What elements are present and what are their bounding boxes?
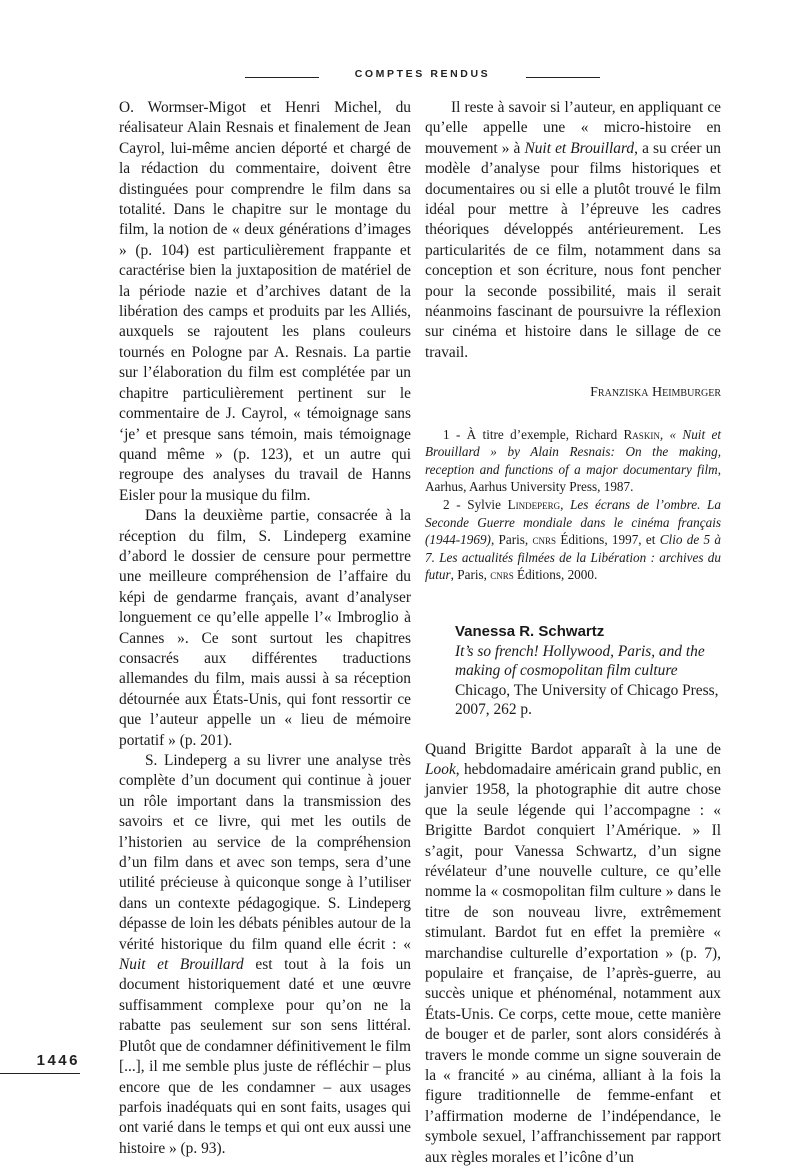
book-title: Clio de 5 à 7. Les actualités filmées de la Libération : archives du futur (425, 532, 722, 583)
text-run: , Paris, (450, 567, 491, 583)
text-run: , hebdomadaire américain grand public, en janvier 1958, la photographie dit autre chose que la seule légende qui l’accompagne : « Brigitte Bardot conquiert l’Amérique. » Il s’agit, pour Vanessa Schwartz, d’un signe révélateur d’une nouvelle culture, ce qu’elle nomme la « cosmopolitan film culture » dans le titre de son nouveau livre, extrêmement stimulant. Bardot fut en effet la première « marchandise culturelle d’exportation » (p. 7), populaire et française, de l’après-guerre, au succès unique et phénoménal, notamment aux États-Unis. Ce corps, cette moue, cette manière de bouger et de parler, sont alors considérés à travers le monde comme un signe souverain de la « francité » au cinéma, alliant à la fois la figure traditionnelle de femme-enfant et l’affirmation moderne de l’indépendance, le symbole sexuel, l’affranchissement par rapport aux règles morales et l’icône d’un (425, 760, 721, 1166)
text-run: , Aarhus, Aarhus University Press, 1987. (425, 461, 721, 495)
film-title: Nuit et Brouillard (524, 139, 635, 157)
review-publication: Chicago, The University of Chicago Press, 2007, 262 p. (455, 681, 719, 719)
publisher-abbrev: cnrs (532, 532, 557, 548)
page-number-rule (0, 1073, 80, 1074)
review-body (425, 740, 721, 1168)
paragraph (425, 98, 721, 363)
text-run: Éditions, 1997, et (556, 532, 660, 548)
author-name: Lindeperg (507, 497, 561, 513)
footnote-1 (425, 426, 721, 496)
paragraph (119, 751, 411, 1159)
review-book-title (455, 642, 721, 681)
footnotes (425, 426, 721, 584)
review-author: Vanessa R. Schwartz (455, 623, 605, 641)
header-rule-right (526, 77, 600, 78)
book-title: , Les écrans de l’ombre. La Seconde Guerre mondiale dans le cinéma français (1944-1969) (425, 497, 721, 548)
text-run: 2 - Sylvie (443, 497, 508, 513)
page-number: 1446 (36, 1052, 80, 1069)
book-title: It’s so french! Hollywood, Paris, and the making of cosmopolitan film culture (455, 642, 705, 680)
text-run: 1 - À titre d’exemple, Richard (443, 426, 624, 442)
text-run: est tout à la fois un document historiquement daté et une œuvre suffisamment complexe pour qu’on ne la rabatte pas seulement sur son sens littéral. Plutôt que de condamner définitivement le film [...], il me semble plus juste de réfléchir – plus encore que de les condamner – aux usages parfois inadéquats qui en sont faits, usages qui ont varié dans le temps et qui ont eux aussi une histoire » (p. 93). (119, 956, 411, 1157)
paragraph: O. Wormser-Migot et Henri Michel, du réalisateur Alain Resnais et finalement de Jean Cayrol, lui-même ancien déporté et chargé de la rédaction du commentaire, doivent être distinguées pour comprendre le film dans sa totalité. Dans le chapitre sur le montage du film, la notion de « deux générations d’images » (p. 104) est particulièrement frappante et caractérise bien la juxtaposition de matériel de la période nazie et d’archives datant de la libération des camps et produits par les Alliés, auxquels se rajoutent les plans couleurs tournés en Pologne par A. Resnais. La partie sur l’élaboration du film est complétée par un chapitre particulièrement pertinent sur le commentaire de J. Cayrol, « témoignage sans ‘je’ et presque sans témoin, mais témoignage quand même » (p. 123), et un autre qui regroupe des analyses du travail de Hanns Eisler pour la musique du film. (119, 99, 411, 504)
review-signature: Franziska Heimburger (590, 385, 721, 401)
publisher-abbrev: cnrs (490, 567, 514, 583)
right-column (425, 98, 721, 1168)
review-header (425, 622, 721, 720)
paragraph (425, 740, 721, 1168)
magazine-title: Look (425, 760, 456, 778)
author-name: Raskin (623, 426, 660, 442)
paragraph: Dans la deuxième partie, consacrée à la réception du film, S. Lindeperg examine d’abord le dossier de censure pour permettre une meilleure compréhension de l’affaire du képi de gendarme français, avant d’analyser longuement ce qu’elle appelle l’« Imbroglio à Cannes ». Ce sont surtout les chapitres consacrés aux différentes traductions allemandes du film, mais aussi à sa réception détournée aux États-Unis, qui font ressortir ce que l’auteur appelle un « lieu de mémoire portatif » (p. 201). (119, 507, 411, 749)
running-head-title: COMPTES RENDUS (354, 68, 491, 80)
text-run: , Paris, (490, 532, 533, 548)
text-run: Quand Brigitte Bardot apparaît à la une de (425, 740, 721, 758)
text-run: Éditions, 2000. (513, 567, 598, 583)
footnote-2 (425, 496, 721, 584)
text-run: , a su créer un modèle d’analyse pour films historiques et documentaires ou si elle a plutôt trouvé le film idéal pour mettre à l’épreuve les cadres théoriques développés antérieurement. Les particularités de ce film, notamment dans sa conception et son écriture, nous font pencher pour la seconde possibilité, mais il serait néanmoins fascinant de poursuivre la réflexion sur cinéma et histoire dans le sillage de ce travail. (425, 139, 721, 361)
text-run: Il reste à savoir si l’auteur, en appliquant ce qu’elle appelle une « micro-histoire en mouvement » à (425, 99, 721, 157)
left-column (119, 98, 411, 1159)
running-head (245, 68, 600, 86)
text-run: S. Lindeperg a su livrer une analyse très complète d’un document qui continue à jouer un rôle important dans la transmission des savoirs et ce livre, qui met les outils de l’historien au service de la compréhension d’un film dans et avec son temps, sera d’une utilité précieuse à quiconque songe à l’utiliser dans un contexte pédagogique. S. Lindeperg dépasse de loin les débats pénibles autour de la vérité historique du film quand elle écrit : « (119, 752, 411, 953)
film-title: Nuit et Brouillard (119, 956, 244, 974)
book-title: , « Nuit et Brouillard » by Alain Resnais: On the making, reception and functions of a major documentary film (425, 426, 721, 477)
